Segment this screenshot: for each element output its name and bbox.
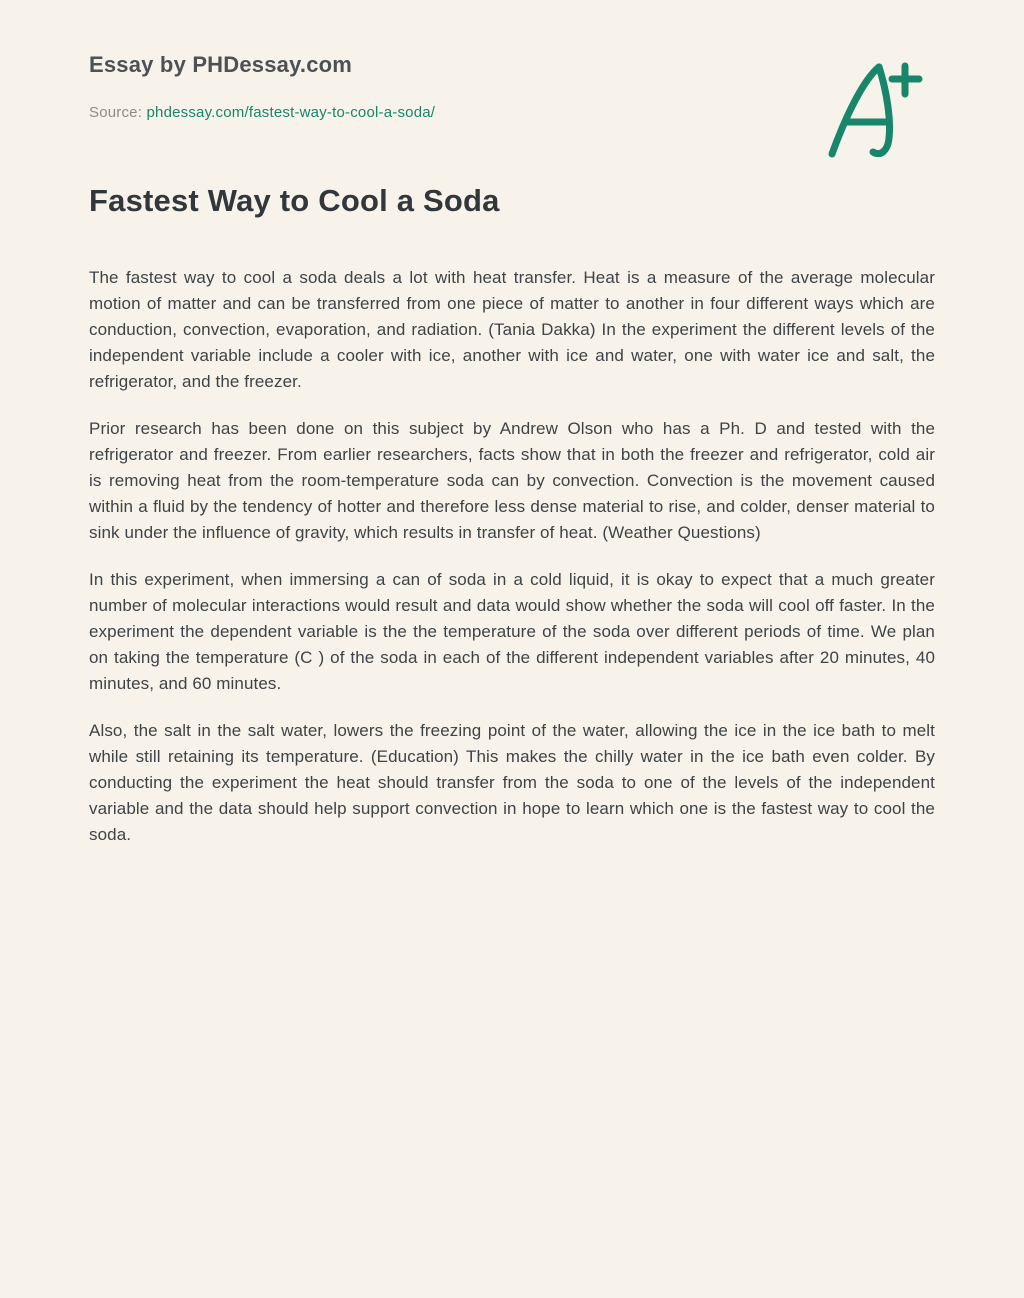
source-line xyxy=(89,104,935,121)
paragraph: Also, the salt in the salt water, lowers the freezing point of the water, allowing the ice in the ice bath to melt while still retaining its temperature. (Education) This makes the chilly water in the ice bath even colder. By conducting the experiment the heat should transfer from the soda to one of the levels of the independent variable and the data should help support convection in hope to learn which one is the fastest way to cool the soda. xyxy=(89,721,935,844)
article-body xyxy=(89,265,935,848)
source-link[interactable]: phdessay.com/fastest-way-to-cool-a-soda/ xyxy=(146,104,436,121)
paragraph: Prior research has been done on this subject by Andrew Olson who has a Ph. D and tested with the refrigerator and freezer. From earlier researchers, facts show that in both the freezer and refrigerator, cold air is removing heat from the room-temperature soda can by convection. Convection is the movement caused within a fluid by the tendency of hotter and therefore less dense material to rise, and colder, denser material to sink under the influence of gravity, which results in transfer of heat. (Weather Questions) xyxy=(89,419,935,542)
paragraph: In this experiment, when immersing a can of soda in a cold liquid, it is okay to expect that a much greater number of molecular interactions would result and data would show whether the soda will cool off faster. In the experiment the dependent variable is the the temperature of the soda over different periods of time. We plan on taking the temperature (C ) of the soda in each of the different independent variables after 20 minutes, 40 minutes, and 60 minutes. xyxy=(89,570,935,693)
page-title: Fastest Way to Cool a Soda xyxy=(89,183,500,218)
phdessay-aplus-logo-icon xyxy=(825,58,925,162)
source-label: Source: xyxy=(89,104,143,121)
paragraph: The fastest way to cool a soda deals a lot with heat transfer. Heat is a measure of the average molecular motion of matter and can be transferred from one piece of matter to another in four different ways which are conduction, convection, evaporation, and radiation. (Tania Dakka) In the experiment the different levels of the independent variable include a cooler with ice, another with ice and water, one with water ice and salt, the refrigerator, and the freezer. xyxy=(89,268,935,391)
byline: Essay by PHDessay.com xyxy=(89,52,353,77)
